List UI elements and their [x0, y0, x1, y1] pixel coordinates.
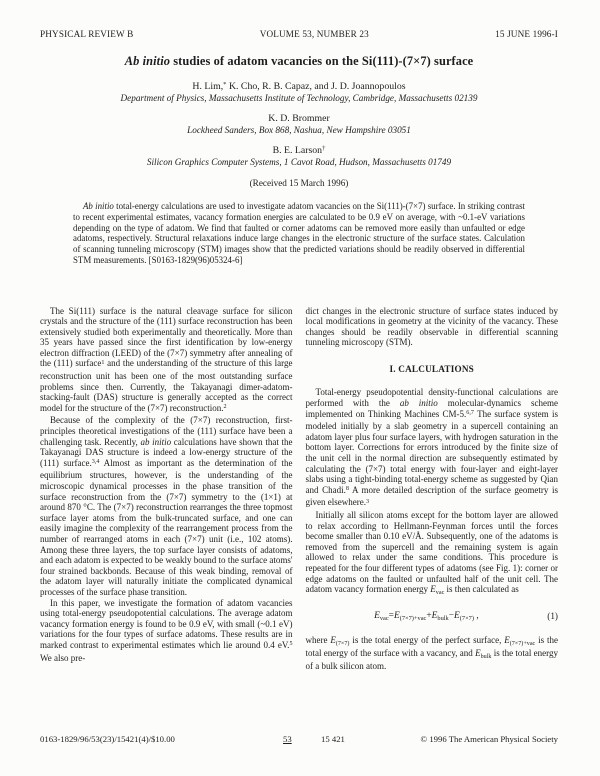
equation-1	[306, 611, 559, 623]
author-affiliation: Silicon Graphics Computer Systems, 1 Cavot Road, Hudson, Massachusetts 01749	[146, 157, 452, 167]
paragraph-calculations-1: Total-energy pseudopotential density-functional calculations are performed with the ab initio molecular-dynamics scheme implemented on Thinking Machines CM-5.$^{6,7}$ The surface system is modeled initially by a slab geometry in a supercell containing an adatom layer plus four surface layers, with hydrogen saturation in the bottom layer. Corrections for errors introduced by the finite size of the unit cell in the normal direction are subsequently estimated by calculating the (7×7) total energy with four-layer and eight-layer slabs using a tight-binding total-energy scheme as suggested by Qian and Chadi.$^8$ A more detailed description of the surface geometry is given elsewhere.$^3$	[305, 387, 559, 508]
author-names: B. E. Larson†	[272, 145, 326, 156]
volume-issue: VOLUME 53, NUMBER 23	[259, 29, 369, 39]
paragraph-continuation: dict changes in the electronic structure of surface states induced by local modifications in geometry at the vicinity of the vacancy. These changes should be readily observable in differential scanning tunneling microscopy (STM).	[305, 305, 558, 348]
author-group	[40, 145, 558, 167]
author-group	[40, 81, 558, 103]
abstract: Ab initio total-energy calculations are used to investigate adatom vacancies on the Si(111)-(7×7) surface. In striking contrast to recent experimental estimates, vacancy formation energies are calculated to be 0.9 eV on average, with ~0.1-eV variations depending on the type of adatom. We find that faulted or corner adatoms can be removed more easily than unfaulted or edge adatoms, respectively. Structural relaxations induce large changes in the electronic structure of the surface states. Calculation of scanning tunneling microscopy (STM) images show that the predicted variations should be readily observed in differential STM measurements. [S0163-1829(96)05324-6]	[73, 201, 525, 265]
author-names: H. Lim,* K. Cho, R. B. Capaz, and J. D. Joannopoulos	[192, 81, 406, 92]
paragraph-intro-2: Because of the complexity of the (7×7) reconstruction, first-principles theoretical investigations of the (111) surface have been a challenging task. Recently, ab initio calculations have shown that the Takayanagi DAS structure is indeed a low-energy structure of the (111) surface.$^{3,4}$ Almost as important as the determination of the equilibrium structures, however, is the understanding of the microscopic dynamical processes in the phase transition of the surface reconstruction from the (7×7) symmetry to the (1×1) at around 870 °C. The (7×7) reconstruction rearranges the three topmost surface layer atoms from the bulk-truncated surface, and one can easily imagine the complexity of the rearrangement process from the number of rearranged atoms in each (7×7) unit (i.e., 102 atoms). Among these three layers, the top surface layer consists of adatoms, and each adatom is expected to be weakly bound to the surface atoms' four strained backbonds. Because of this weak binding, removal of the adatom layer will naturally initiate the complicated dynamical processes of the surface phase transition.	[40, 415, 293, 597]
section-heading-calculations: I. CALCULATIONS	[389, 363, 474, 374]
page-footer	[40, 734, 558, 746]
author-affiliation: Lockheed Sanders, Box 868, Nashua, New Hampshire 03051	[187, 125, 411, 135]
column-right	[306, 306, 559, 672]
footer-volume-number: 53	[283, 734, 292, 744]
paper-title: Ab initio studies of adatom vacancies on the Si(111)-(7×7) surface	[124, 54, 474, 68]
equation-body: Evac=E(7×7)+vac+Ebulk−E(7×7) ,	[374, 610, 479, 622]
paragraph-intro-3: In this paper, we investigate the formation of adatom vacancies using total-energy pseudopotential calculations. The average adatom vacancy formation energy is found to be 0.9 eV, with small (~0.1 eV) variations for the four types of surface adatoms. These results are in marked contrast to experimental estimates which lie around 0.4 eV.$^5$ We also pre-	[40, 597, 293, 663]
paragraph-calculations-2: Initially all silicon atoms except for the bottom layer are allowed to relax according to Hellmann-Feynman forces until the forces become smaller than 0.10 eV/Å. Subsequently, one of the adatoms is removed from the supercell and the remaining system is again allowed to relax under the same conditions. This procedure is repeated for the four different types of adatoms (see Fig. 1): corner or edge adatoms on the faulted or unfaulted half of the unit cell. The adatom vacancy formation energy Evac is then calculated as	[305, 510, 558, 596]
author-affiliation: Department of Physics, Massachusetts Institute of Technology, Cambridge, Massachusetts 02139	[120, 93, 478, 103]
author-group	[40, 113, 558, 135]
journal-header	[40, 29, 558, 39]
author-block	[40, 81, 558, 188]
footer-copyright: © 1996 The American Physical Society	[420, 734, 558, 744]
issue-date: 15 JUNE 1996-I	[495, 29, 558, 39]
footer-issn-code: 0163-1829/96/53(23)/15421(4)/$10.00	[40, 734, 175, 744]
footer-page-number: 15 421	[321, 734, 345, 744]
equation-number: (1)	[547, 611, 558, 622]
column-left	[40, 306, 293, 672]
received-date: (Received 15 March 1996)	[249, 178, 349, 188]
journal-name: PHYSICAL REVIEW B	[40, 29, 134, 39]
paragraph-intro-1: The Si(111) surface is the natural cleavage surface for silicon crystals and the structure of the (111) surface reconstruction has been extensively studied both experimentally and theoretically. More than 35 years have passed since the first identification by low-energy electron diffraction (LEED) of the (7×7) symmetry after annealing of the (111) surface$^1$ and the understanding of the structure of this large reconstruction unit has been one of the most outstanding surface problems since then. Currently, the Takayanagi dimer-adatom-stacking-fault (DAS) structure is generally accepted as the correct model for the structure of the (7×7) reconstruction.$^2$	[40, 305, 293, 413]
author-names: K. D. Brommer	[268, 113, 330, 124]
paragraph-equation-description: where E(7×7) is the total energy of the perfect surface, E(7×7)+vac is the total energy of the surface with a vacancy, and Ebulk is the total energy of a bulk silicon atom.	[305, 635, 558, 671]
body-columns	[40, 306, 558, 672]
